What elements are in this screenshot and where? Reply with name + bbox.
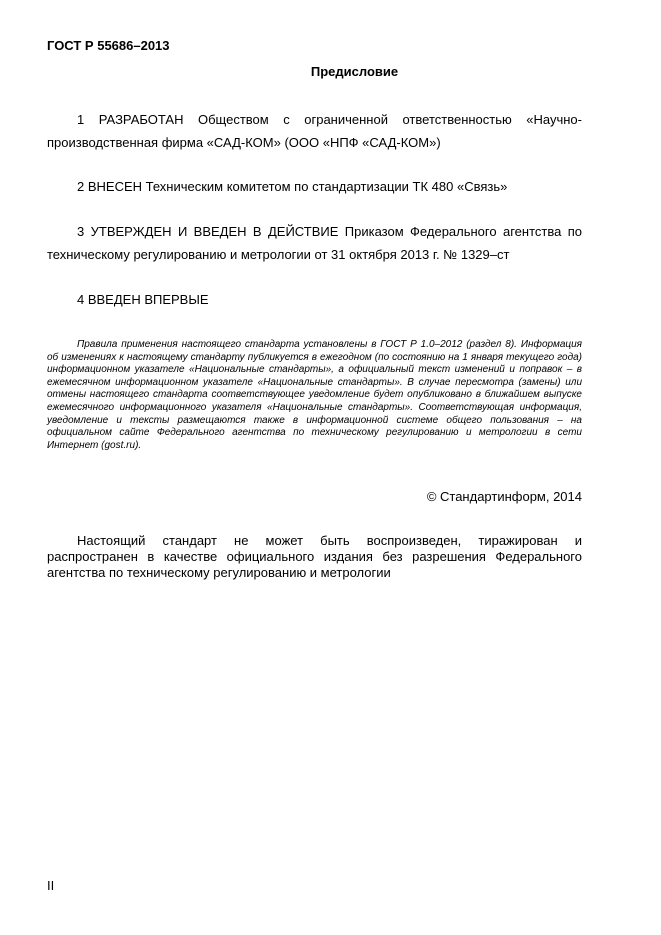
copyright-notice: © Стандартинформ, 2014 bbox=[426, 489, 582, 504]
document-id: ГОСТ Р 55686–2013 bbox=[47, 38, 170, 53]
page-number: II bbox=[47, 878, 55, 893]
preface-item-submitted: 2 ВНЕСЕН Техническим комитетом по стандартизации ТК 480 «Связь» bbox=[77, 179, 508, 194]
reproduction-restriction-notice: Настоящий стандарт не может быть воспроизведен, тиражирован и распространен в качестве официального издания без разрешения Федерального агентства по техническому регулированию и метрологии bbox=[47, 533, 582, 580]
preface-item-developed: 1 РАЗРАБОТАН Обществом с ограниченной ответственностью «Научно-производственная фирма «САД-КОМ» (ООО «НПФ «САД-КОМ») bbox=[47, 112, 582, 150]
preface-item-first-introduced: 4 ВВЕДЕН ВПЕРВЫЕ bbox=[77, 292, 209, 307]
preface-title: Предисловие bbox=[310, 64, 399, 79]
preface-item-approved: 3 УТВЕРЖДЕН И ВВЕДЕН В ДЕЙСТВИЕ Приказом Федерального агентства по техническому регулированию и метрологии от 31 октября 2013 г. № 1329–ст bbox=[47, 224, 582, 262]
application-rules-note: Правила применения настоящего стандарта установлены в ГОСТ Р 1.0–2012 (раздел 8). Информация об изменениях к настоящему стандарту публикуется в ежегодном (по состоянию на 1 января текущего года) информационном указателе «Национальные стандарты», а официальный текст изменений и поправок – в ежемесячном информационном указателе «Национальные стандарты». В случае пересмотра (замены) или отмены настоящего стандарта соответствующее уведомление будет опубликовано в ближайшем выпуске ежемесячного информационного указателя «Национальные стандарты». Соответствующая информация, уведомление и тексты размещаются также в информационной системе общего пользования – на официальном сайте Федерального агентства по техническому регулированию и метрологии в сети Интернет (gost.ru). bbox=[47, 339, 582, 451]
